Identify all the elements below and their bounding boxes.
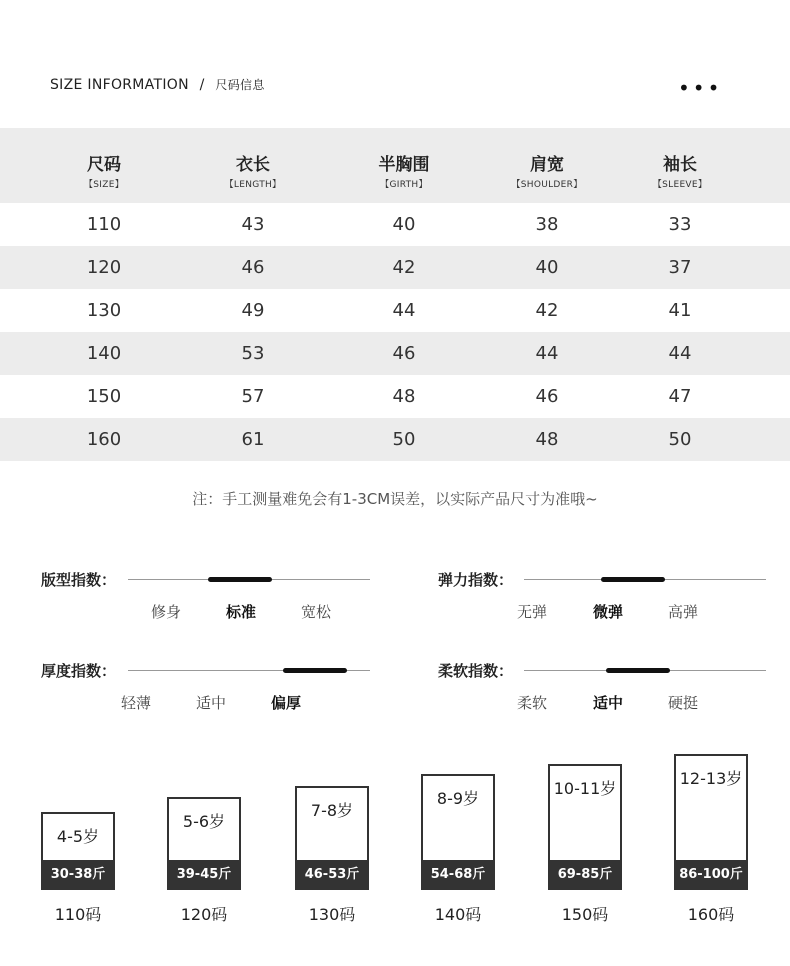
size-weight: 86-100斤: [674, 860, 748, 890]
table-cell: 150: [86, 386, 122, 407]
table-row: [0, 289, 790, 332]
table-cell: 49: [241, 300, 265, 321]
index-scale: [41, 570, 391, 620]
measurement-note: 注：手工测量难免会有1-3CM误差，以实际产品尺寸为准哦~: [192, 490, 598, 508]
index-option: 无弹: [516, 603, 547, 621]
table-cell: 46: [241, 257, 265, 278]
size-height-box: [421, 774, 495, 860]
size-code: 150码: [561, 905, 609, 924]
size-card: [295, 786, 369, 926]
table-cell: 37: [668, 257, 692, 278]
table-row: [0, 418, 790, 461]
size-weight: 69-85斤: [548, 860, 622, 890]
index-option: 柔软: [516, 694, 547, 712]
index-option: 适中: [195, 694, 226, 712]
index-label: 版型指数：: [41, 571, 117, 589]
size-weight: 54-68斤: [421, 860, 495, 890]
table-cell: 44: [668, 343, 692, 364]
table-cell: 120: [86, 257, 122, 278]
header-title-zh: 尺码信息: [215, 78, 265, 92]
table-cell: 44: [392, 300, 416, 321]
table-row: [0, 332, 790, 375]
size-height-box: [167, 797, 241, 860]
column-header-sleeve-en: 【SLEEVE】: [652, 180, 708, 190]
size-age: 8-9岁: [436, 789, 480, 808]
size-weight: 46-53斤: [295, 860, 369, 890]
table-cell: 110: [86, 214, 122, 235]
index-option: 适中: [592, 694, 623, 712]
size-height-box: [548, 764, 622, 860]
column-header-girth-en: 【GIRTH】: [380, 180, 428, 190]
size-card: [421, 774, 495, 926]
index-option: 修身: [150, 603, 181, 621]
table-cell: 46: [392, 343, 416, 364]
index-scale: [438, 570, 788, 620]
table-cell: 40: [535, 257, 559, 278]
index-option: 轻薄: [120, 694, 151, 712]
index-scale: [438, 661, 788, 711]
column-header-length: 衣长: [236, 155, 270, 175]
table-cell: 46: [535, 386, 559, 407]
index-label: 厚度指数：: [41, 662, 117, 680]
index-option: 偏厚: [270, 694, 301, 712]
index-option: 高弹: [667, 603, 698, 621]
size-code: 140码: [434, 905, 482, 924]
size-code: 160码: [687, 905, 735, 924]
size-age: 10-11岁: [553, 779, 617, 798]
table-row: [0, 246, 790, 289]
column-header-length-en: 【LENGTH】: [224, 180, 282, 190]
table-cell: 33: [668, 214, 692, 235]
table-cell: 42: [392, 257, 416, 278]
index-option: 微弹: [592, 603, 623, 621]
size-code: 110码: [54, 905, 102, 924]
header-title: SIZE INFORMATION: [50, 77, 189, 93]
size-height-box: [295, 786, 369, 860]
size-weight: 39-45斤: [167, 860, 241, 890]
size-code: 130码: [308, 905, 356, 924]
index-label: 弹力指数：: [438, 571, 514, 589]
table-cell: 130: [86, 300, 122, 321]
size-card: [548, 764, 622, 926]
index-scale: [41, 661, 391, 711]
size-code: 120码: [180, 905, 228, 924]
index-option: 标准: [225, 603, 256, 621]
size-height-box: [674, 754, 748, 860]
table-cell: 61: [241, 429, 265, 450]
size-table: [0, 128, 790, 461]
column-header-shoulder-en: 【SHOULDER】: [511, 180, 583, 190]
size-age: 4-5岁: [56, 827, 100, 846]
index-indicator: [283, 668, 347, 673]
table-cell: 44: [535, 343, 559, 364]
column-header-size: 尺码: [87, 155, 121, 175]
column-header-shoulder: 肩宽: [530, 155, 564, 175]
table-cell: 53: [241, 343, 265, 364]
table-cell: 48: [392, 386, 416, 407]
table-cell: 160: [86, 429, 122, 450]
more-icon[interactable]: •••: [678, 76, 723, 100]
size-card: [674, 754, 748, 926]
size-card: [167, 797, 241, 926]
table-cell: 40: [392, 214, 416, 235]
header-separator: /: [199, 77, 205, 93]
table-cell: 48: [535, 429, 559, 450]
column-header-girth: 半胸围: [378, 155, 430, 175]
table-row: [0, 375, 790, 418]
index-indicator: [208, 577, 272, 582]
table-cell: 47: [668, 386, 692, 407]
table-cell: 41: [668, 300, 692, 321]
index-option: 宽松: [300, 603, 331, 621]
table-cell: 57: [241, 386, 265, 407]
table-row: [0, 203, 790, 246]
section-header: [50, 76, 265, 93]
size-age: 12-13岁: [679, 769, 743, 788]
table-cell: 43: [241, 214, 265, 235]
table-cell: 50: [392, 429, 416, 450]
column-header-size-en: 【SIZE】: [83, 180, 125, 190]
size-height-box: [41, 812, 115, 860]
size-age: 5-6岁: [182, 812, 226, 831]
table-cell: 50: [668, 429, 692, 450]
size-age: 7-8岁: [310, 801, 354, 820]
index-indicator: [606, 668, 670, 673]
size-weight: 30-38斤: [41, 860, 115, 890]
table-cell: 140: [86, 343, 122, 364]
index-option: 硬挺: [667, 694, 698, 712]
index-label: 柔软指数：: [438, 662, 514, 680]
size-card: [41, 812, 115, 926]
table-cell: 38: [535, 214, 559, 235]
table-cell: 42: [535, 300, 559, 321]
table-header: [0, 128, 790, 203]
column-header-sleeve: 袖长: [663, 155, 697, 175]
index-indicator: [601, 577, 665, 582]
